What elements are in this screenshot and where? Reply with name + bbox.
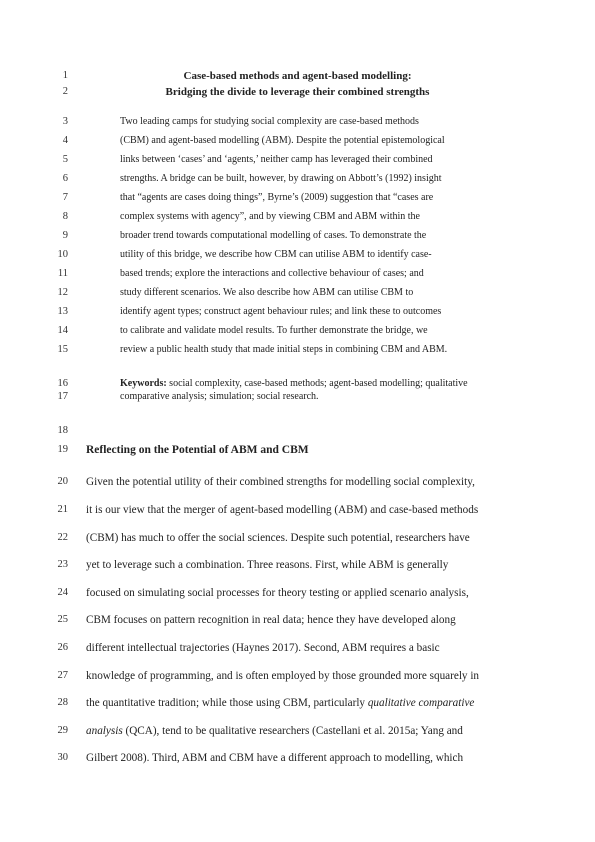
- line-number: 28: [57, 697, 68, 708]
- abstract-text: review a public health study that made initial steps in combining CBM and ABM.: [120, 344, 448, 355]
- line-number: 15: [57, 344, 68, 355]
- line-number: 12: [57, 287, 68, 298]
- body-line: [0, 474, 595, 490]
- line-number: 10: [57, 249, 68, 260]
- body-line: [0, 585, 595, 601]
- abstract-text: complex systems with agency”, and by viewing CBM and ABM within the: [120, 211, 420, 222]
- line-number: 25: [57, 614, 68, 625]
- abstract-line: [0, 114, 595, 130]
- body-line: [0, 695, 595, 711]
- body-line: [0, 750, 595, 766]
- line-number: 20: [57, 476, 68, 487]
- body-line-text: the quantitative tradition; while those using CBM, particularly qualitative comparative: [86, 697, 475, 709]
- line-number: 26: [57, 642, 68, 653]
- line-number: 30: [57, 752, 68, 763]
- paper-subtitle: Bridging the divide to leverage their combined strengths: [165, 86, 430, 98]
- line-number: 19: [57, 444, 68, 455]
- abstract-text: links between ‘cases’ and ‘agents,’ neither camp has leveraged their combined: [120, 154, 433, 165]
- abstract-line: [0, 133, 595, 149]
- body-line: [0, 640, 595, 656]
- abstract-line: [0, 228, 595, 244]
- body-line-text: Gilbert 2008). Third, ABM and CBM have a different approach to modelling, which: [86, 752, 464, 764]
- body-line: [0, 530, 595, 546]
- keywords-line: [0, 389, 595, 405]
- line-number: 3: [62, 116, 68, 127]
- line-number: 9: [62, 230, 68, 241]
- abstract-text: to calibrate and validate model results. To further demonstrate the bridge, we: [120, 325, 428, 336]
- abstract-text: strengths. A bridge can be built, however, by drawing on Abbott’s (1992) insight: [120, 173, 442, 184]
- line-number: 27: [57, 670, 68, 681]
- abstract-text: utility of this bridge, we describe how CBM can utilise ABM to identify case-: [120, 249, 432, 260]
- line-number: 6: [62, 173, 68, 184]
- line-number: 17: [57, 391, 68, 402]
- line-number: 5: [62, 154, 68, 165]
- line-number: 1: [62, 70, 68, 81]
- body-line: [0, 668, 595, 684]
- abstract-text: (CBM) and agent-based modelling (ABM). Despite the potential epistemological: [120, 135, 445, 146]
- line-number: 24: [57, 587, 68, 598]
- body-line-text: focused on simulating social processes for theory testing or applied scenario analysis,: [86, 587, 469, 599]
- body-line: [0, 557, 595, 573]
- title-line: [0, 84, 595, 100]
- keywords-list: social complexity, case-based methods; agent-based modelling; qualitative: [166, 378, 468, 389]
- title-line: [0, 68, 595, 84]
- keywords-list: comparative analysis; simulation; social research.: [120, 391, 319, 402]
- blank-line: [0, 423, 595, 439]
- keywords-label: Keywords:: [120, 378, 167, 389]
- line-number: 2: [62, 86, 68, 97]
- abstract-line: [0, 342, 595, 358]
- body-line-text: different intellectual trajectories (Haynes 2017). Second, ABM requires a basic: [86, 642, 440, 654]
- line-number: 7: [62, 192, 68, 203]
- qca-term: analysis: [86, 725, 123, 737]
- abstract-line: [0, 304, 595, 320]
- body-line: [0, 723, 595, 739]
- abstract-line: [0, 190, 595, 206]
- abstract-line: [0, 152, 595, 168]
- abstract-line: [0, 171, 595, 187]
- body-line-text: knowledge of programming, and is often employed by those grounded more squarely in: [86, 670, 480, 682]
- body-line-text: it is our view that the merger of agent-based modelling (ABM) and case-based methods: [86, 504, 479, 516]
- line-number: 21: [57, 504, 68, 515]
- line-number: 29: [57, 725, 68, 736]
- body-line-text: (CBM) has much to offer the social sciences. Despite such potential, researchers have: [86, 532, 470, 544]
- abstract-text: based trends; explore the interactions and collective behaviour of cases; and: [120, 268, 424, 279]
- line-number: 8: [62, 211, 68, 222]
- body-line-text: yet to leverage such a combination. Three reasons. First, while ABM is generally: [86, 559, 449, 571]
- section-heading-line: [0, 442, 595, 458]
- line-number: 23: [57, 559, 68, 570]
- body-line-text: CBM focuses on pattern recognition in real data; hence they have developed along: [86, 614, 456, 626]
- abstract-text: study different scenarios. We also describe how ABM can utilise CBM to: [120, 287, 414, 298]
- body-line: [0, 502, 595, 518]
- line-number: 4: [62, 135, 68, 146]
- line-number: 11: [57, 268, 68, 279]
- abstract-line: [0, 323, 595, 339]
- paper-title: Case-based methods and agent-based modelling:: [183, 70, 412, 82]
- line-number: 14: [57, 325, 68, 336]
- body-line-text: analysis (QCA), tend to be qualitative researchers (Castellani et al. 2015a; Yang and: [86, 725, 463, 737]
- abstract-text: broader trend towards computational modelling of cases. To demonstrate the: [120, 230, 427, 241]
- section-heading: Reflecting on the Potential of ABM and CBM: [86, 444, 309, 456]
- abstract-line: [0, 285, 595, 301]
- line-number: 22: [57, 532, 68, 543]
- body-line: [0, 612, 595, 628]
- abstract-line: [0, 266, 595, 282]
- abstract-line: [0, 247, 595, 263]
- line-number: 18: [57, 425, 68, 436]
- line-number: 13: [57, 306, 68, 317]
- abstract-text: identify agent types; construct agent behaviour rules; and link these to outcomes: [120, 306, 442, 317]
- line-number: 16: [57, 378, 68, 389]
- qca-term: qualitative comparative: [367, 697, 475, 709]
- abstract-text: Two leading camps for studying social complexity are case-based methods: [120, 116, 419, 127]
- abstract-text: that “agents are cases doing things”, Byrne’s (2009) suggestion that “cases are: [120, 192, 434, 203]
- body-line-text: Given the potential utility of their combined strengths for modelling social complexity,: [86, 476, 475, 488]
- abstract-line: [0, 209, 595, 225]
